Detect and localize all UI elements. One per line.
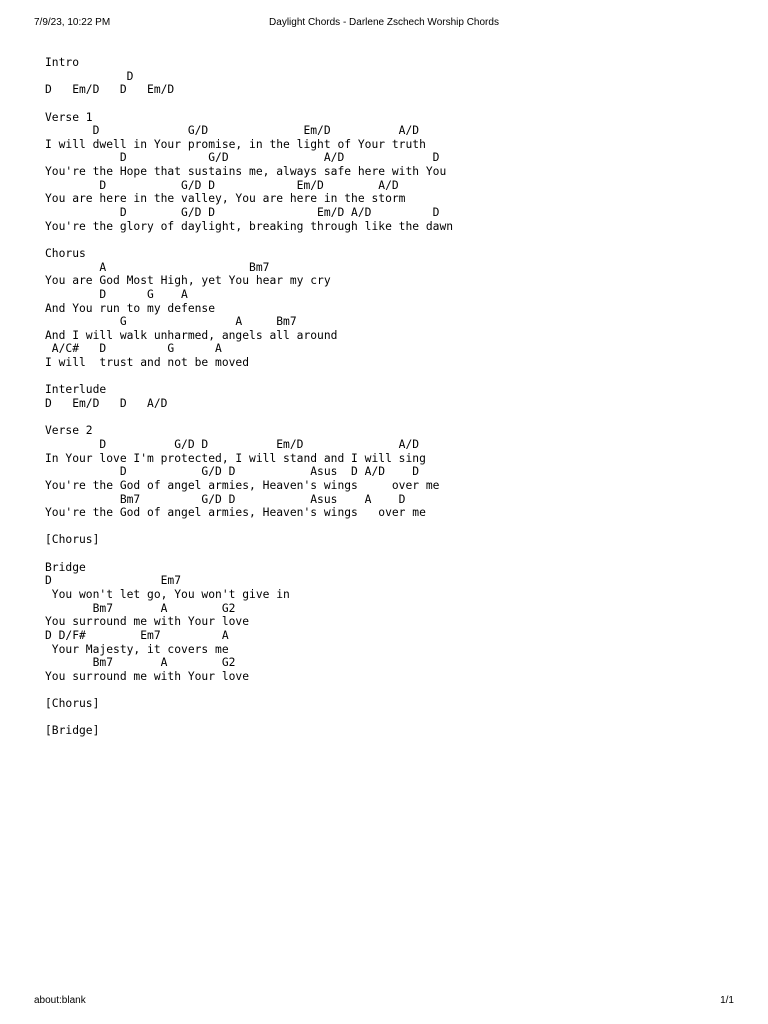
sheet-line — [45, 97, 745, 111]
print-title: Daylight Chords - Darlene Zschech Worship Chords — [269, 17, 499, 28]
sheet-line: You're the God of angel armies, Heaven's wings over me — [45, 506, 426, 520]
sheet-line: You're the glory of daylight, breaking through like the dawn — [45, 219, 454, 233]
sheet-line: And You run to my defense — [45, 301, 216, 315]
sheet-line: [Chorus] — [45, 533, 100, 547]
sheet-line: You won't let go, You won't give in — [45, 587, 290, 601]
print-date: 7/9/23, 10:22 PM — [34, 17, 111, 28]
sheet-line — [45, 233, 745, 247]
sheet-line: [Bridge] — [45, 724, 100, 738]
sheet-line: D Em7 — [45, 574, 182, 588]
chord-sheet — [45, 56, 745, 738]
sheet-line: You surround me with Your love — [45, 669, 250, 683]
sheet-line: You're the Hope that sustains me, always safe here with You — [45, 165, 447, 179]
print-header — [0, 17, 768, 31]
sheet-line: D G/D A/D D — [45, 151, 440, 165]
sheet-line: D — [45, 69, 134, 83]
sheet-line: G A Bm7 — [45, 315, 297, 329]
sheet-line — [45, 370, 745, 384]
sheet-line: D Em/D D Em/D — [45, 83, 175, 97]
sheet-line: A Bm7 — [45, 260, 270, 274]
sheet-line — [45, 547, 745, 561]
sheet-line: D D/F# Em7 A — [45, 628, 229, 642]
sheet-line: You're the God of angel armies, Heaven's wings over me — [45, 478, 440, 492]
sheet-line: Verse 1 — [45, 110, 93, 124]
sheet-line: In Your love I'm protected, I will stand and I will sing — [45, 451, 426, 465]
sheet-line: A/C# D G A — [45, 342, 222, 356]
sheet-line: And I will walk unharmed, angels all around — [45, 328, 338, 342]
sheet-line: Interlude — [45, 383, 107, 397]
sheet-line — [45, 711, 745, 725]
sheet-line: Verse 2 — [45, 424, 93, 438]
print-url: about:blank — [34, 995, 86, 1006]
sheet-line: D G/D D Em/D A/D D — [45, 206, 440, 220]
print-footer — [0, 995, 768, 1009]
sheet-line: D G/D D Em/D A/D — [45, 178, 399, 192]
sheet-line: You are here in the valley, You are here in the storm — [45, 192, 406, 206]
sheet-line: Intro — [45, 56, 80, 69]
sheet-line — [45, 520, 745, 534]
sheet-line: You surround me with Your love — [45, 615, 250, 629]
sheet-line: Your Majesty, it covers me — [45, 642, 229, 656]
sheet-line: Bm7 A G2 — [45, 601, 236, 615]
sheet-line: I will dwell in Your promise, in the light of Your truth — [45, 137, 426, 151]
sheet-line: I will trust and not be moved — [45, 356, 250, 370]
sheet-line: Chorus — [45, 246, 86, 260]
sheet-line — [45, 411, 745, 425]
sheet-line: Bm7 G/D D Asus A D — [45, 492, 406, 506]
sheet-line: Bridge — [45, 560, 86, 574]
sheet-line: D G/D D Em/D A/D — [45, 437, 420, 451]
sheet-line: [Chorus] — [45, 697, 100, 711]
sheet-line: D G/D D Asus D A/D D — [45, 465, 420, 479]
sheet-line: Bm7 A G2 — [45, 656, 236, 670]
sheet-line: D Em/D D A/D — [45, 397, 168, 411]
page-number: 1/1 — [720, 995, 734, 1006]
sheet-line: D G A — [45, 287, 188, 301]
sheet-line: You are God Most High, yet You hear my cry — [45, 274, 331, 288]
sheet-line: D G/D Em/D A/D — [45, 124, 420, 138]
sheet-line — [45, 683, 745, 697]
